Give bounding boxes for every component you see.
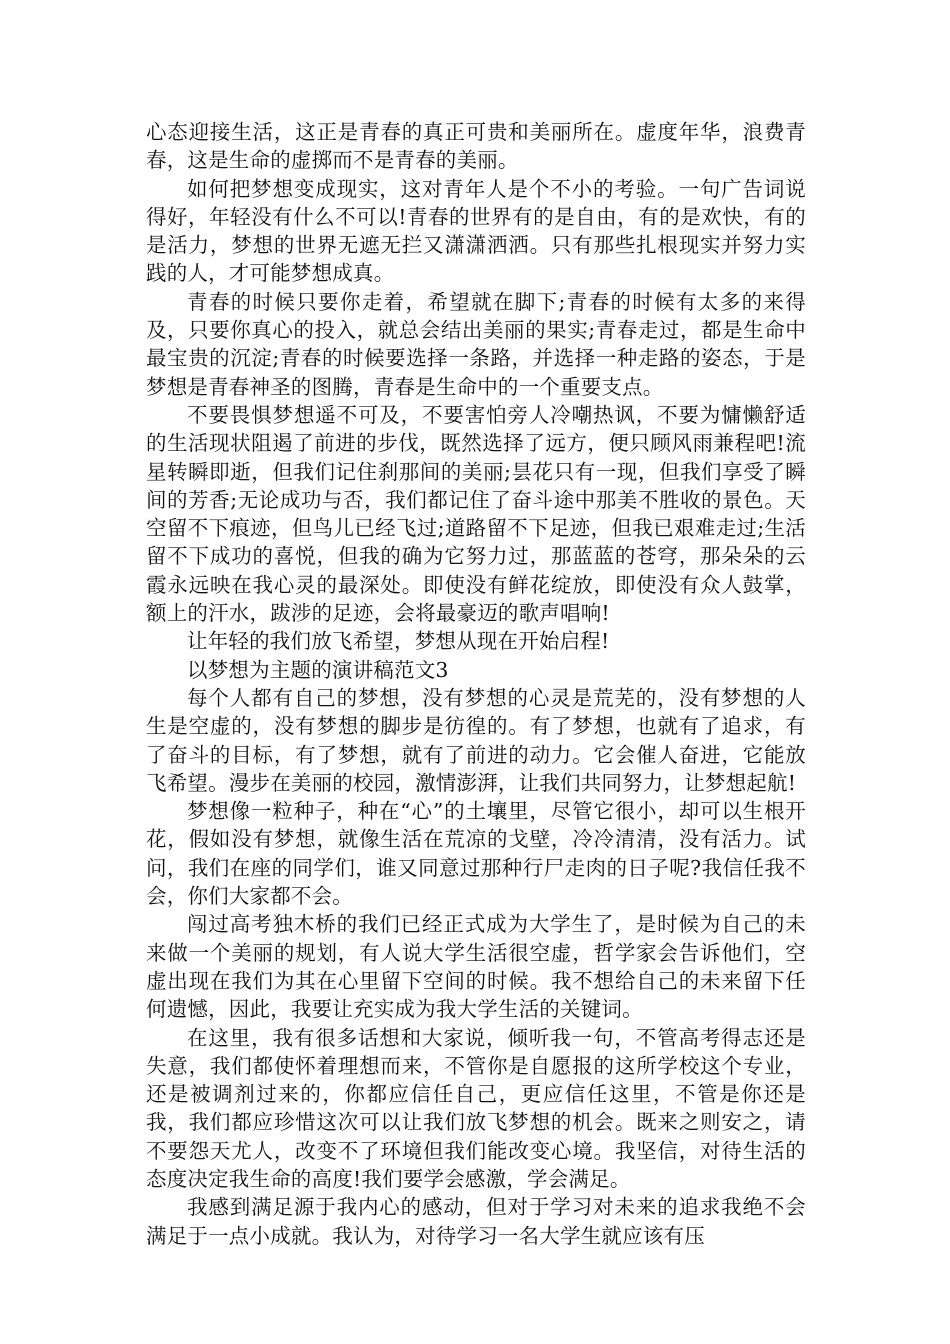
paragraph-4: 不要畏惧梦想遥不可及，不要害怕旁人冷嘲热讽，不要为慵懒舒适的生活现状阻遏了前进的步伐，既然选择了远方，便只顾风雨兼程吧!流星转瞬即逝，但我们记住刹那间的美丽;昙花只有一现，但我们享受了瞬间的芳香;无论成功与否，我们都记住了奋斗途中那美不胜收的景色。天空留不下痕迹，但鸟儿已经飞过;道路留不下足迹，但我已艰难走过;生活留不下成功的喜悦，但我的确为它努力过，那蓝蓝的苍穹，那朵朵的云霞永远映在我心灵的最深处。即使没有鲜花绽放，即使没有众人鼓掌，额上的汗水，跋涉的足迹，会将最豪迈的歌声唱响! (146, 402, 806, 626)
paragraph-7: 梦想像一粒种子，种在“心”的土壤里，尽管它很小，却可以生根开花，假如没有梦想，就像生活在荒凉的戈壁，冷冷清清，没有活力。试问，我们在座的同学们，谁又同意过那种行尸走肉的日子呢?我信任我不会，你们大家都不会。 (146, 799, 806, 909)
document-body (146, 118, 806, 1250)
paragraph-1: 心态迎接生活，这正是青春的真正可贵和美丽所在。虚度年华，浪费青春，这是生命的虚掷而不是青春的美丽。 (146, 120, 806, 173)
paragraph-9: 在这里，我有很多话想和大家说，倾听我一句，不管高考得志还是失意，我们都使怀着理想而来，不管你是自愿报的这所学校这个专业，还是被调剂过来的，你都应信任自己，更应信任这里，不管是你还是我，我们都应珍惜这次可以让我们放飞梦想的机会。既来之则安之，请不要怨天尤人，改变不了环境但我们能改变心境。我坚信，对待生活的态度决定我生命的高度!我们要学会感激，学会满足。 (146, 1025, 806, 1191)
paragraph-8: 闯过高考独木桥的我们已经正式成为大学生了，是时候为自己的未来做一个美丽的规划，有人说大学生活很空虚，哲学家会告诉他们，空虚出现在我们为其在心里留下空间的时候。我不想给自己的未来留下任何遗憾，因此，我要让充实成为我大学生活的关键词。 (146, 912, 806, 1022)
paragraph-5: 让年轻的我们放飞希望，梦想从现在开始启程! (187, 629, 610, 654)
paragraph-2: 如何把梦想变成现实，这对青年人是个不小的考验。一句广告词说得好，年轻没有什么不可以!青春的世界有的是自由，有的是欢快，有的是活力，梦想的世界无遮无拦又潇潇洒洒。只有那些扎根现实并努力实践的人，才可能梦想成真。 (146, 176, 806, 286)
paragraph-10: 我感到满足源于我内心的感动，但对于学习对未来的追求我绝不会满足于一点小成就。我认为，对待学习一名大学生就应该有压 (146, 1195, 806, 1248)
paragraph-3: 青春的时候只要你走着，希望就在脚下;青春的时候有太多的来得及，只要你真心的投入，就总会结出美丽的果实;青春走过，都是生命中最宝贵的沉淀;青春的时候要选择一条路，并选择一种走路的姿态，于是梦想是青春神圣的图腾，青春是生命中的一个重要支点。 (146, 289, 806, 399)
paragraph-6: 每个人都有自己的梦想，没有梦想的心灵是荒芜的，没有梦想的人生是空虚的，没有梦想的脚步是彷徨的。有了梦想，也就有了追求，有了奋斗的目标，有了梦想，就有了前进的动力。它会催人奋进，它能放飞希望。漫步在美丽的校园，激情澎湃，让我们共同努力，让梦想起航! (146, 685, 806, 795)
section-heading: 以梦想为主题的演讲稿范文3 (187, 657, 449, 682)
